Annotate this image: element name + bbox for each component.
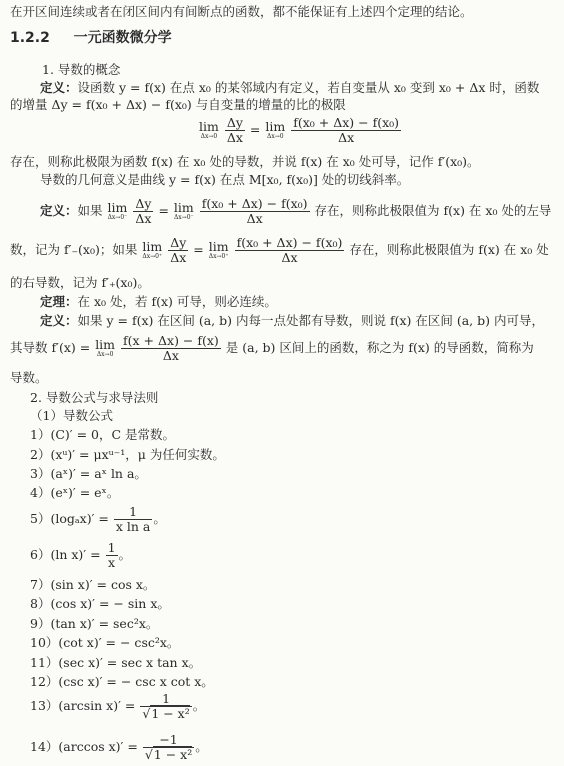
formula-13: 13）(arcsin x)′ = $\frac{1}{\text{√1 − x²}}$ 。 bbox=[30, 691, 206, 721]
subsection-2a: （1）导数公式 bbox=[30, 408, 113, 423]
def3-line1: 如果 y = f(x) 在区间 (a, b) 内每一点处都有导数，则说 f(x) 在区间 (a, b) 内可导， bbox=[77, 313, 544, 328]
def-label: 定义： bbox=[40, 313, 78, 328]
fraction: $\frac{1}{x}$ bbox=[107, 540, 116, 570]
limit-right: lim Δx→0⁺ bbox=[142, 239, 163, 260]
theorem-text: 在 x₀ 处，若 f(x) 可导，则必连续。 bbox=[77, 294, 277, 309]
formula-11: 11）(sec x)′ = sec x tan x。 bbox=[30, 655, 202, 670]
formula-8: 8）(cos x)′ = − sin x。 bbox=[30, 596, 170, 611]
fraction-difference-quotient: $\frac{\text{f(x₀ + Δx) − f(x₀)}}{\Delta x}$ bbox=[293, 115, 400, 145]
fraction-difference-quotient: $\frac{\text{f(x₀ + Δx) − f(x₀)}}{\Delta x}$ bbox=[236, 235, 343, 265]
fraction-dy-dx: $\frac{\Delta y}{\Delta x}$ bbox=[135, 196, 152, 226]
fraction: $\frac{1}{\text{√1 − x²}}$ bbox=[142, 691, 190, 721]
limit-left: lim Δx→0⁻ bbox=[173, 200, 194, 221]
formula-3: 3）(aˣ)′ = aˣ ln a。 bbox=[30, 466, 147, 481]
equals-sign: = bbox=[158, 203, 169, 218]
definition-2 bbox=[40, 197, 551, 226]
def3-line3: 导数。 bbox=[10, 370, 48, 385]
formula-9: 9）(tan x)′ = sec²x。 bbox=[30, 616, 159, 631]
def2-line3: 的右导数，记为 f′₊(x₀)。 bbox=[10, 275, 150, 290]
def1-line1: 设函数 y = f(x) 在点 x₀ 的某邻域内有定义，若自变量从 x₀ 变到 x₀ + Δx 时，函数 bbox=[77, 80, 540, 95]
definition-3 bbox=[40, 313, 544, 329]
formula-7: 7）(sin x)′ = cos x。 bbox=[30, 577, 156, 592]
theorem-label: 定理： bbox=[40, 294, 78, 309]
formula-14: 14）(arccos x)′ = $\frac{-1}{\text{√1 − x²}}$ 。 bbox=[30, 732, 208, 762]
fraction: $\frac{1}{\text{x ln a}}$ bbox=[115, 504, 151, 534]
def1-line2: 的增量 Δy = f(x₀ + Δx) − f(x₀) 与自变量的增量的比的极限 bbox=[10, 97, 346, 112]
definition-2-line2 bbox=[10, 236, 549, 265]
def-label: 定义： bbox=[40, 80, 78, 95]
subsection-1: 1. 导数的概念 bbox=[42, 62, 121, 77]
def3-post: 是 (a, b) 区间上的函数，称之为 f(x) 的导函数，简称为 bbox=[225, 340, 534, 355]
fraction-difference-quotient: $\frac{\text{f(x₀ + Δx) − f(x₀)}}{\Delta x}$ bbox=[201, 196, 308, 226]
geometric-meaning: 导数的几何意义是曲线 y = f(x) 在点 M[x₀, f(x₀)] 处的切线斜率。 bbox=[40, 172, 410, 187]
def2-post: 存在，则称此极限值为 f(x) 在 x₀ 处的左导 bbox=[314, 203, 552, 218]
definition-3-line2 bbox=[10, 334, 534, 363]
theorem bbox=[40, 294, 277, 310]
limit-left: lim Δx→0⁻ bbox=[107, 200, 128, 221]
formula-10: 10）(cot x)′ = − csc²x。 bbox=[30, 635, 180, 650]
def2-line2-post: 存在，则称此极限值为 f(x) 在 x₀ 处 bbox=[349, 242, 549, 257]
limit-operator: lim Δx→0 bbox=[199, 119, 219, 140]
section-number: 1.2.2 bbox=[10, 30, 50, 46]
formula-derivative-limit bbox=[198, 116, 402, 145]
equals-sign: = bbox=[249, 122, 261, 137]
fraction: $\frac{-1}{\text{√1 − x²}}$ bbox=[144, 732, 193, 762]
formula-5: 5）(logₐx)′ = $\frac{1}{\text{x ln a}}$ 。 bbox=[30, 504, 166, 534]
def2-pre: 如果 bbox=[77, 203, 103, 218]
formula-12: 12）(csc x)′ = − csc x cot x。 bbox=[30, 674, 214, 689]
section-title: 一元函数微分学 bbox=[73, 30, 172, 46]
limit-right: lim Δx→0⁺ bbox=[208, 239, 229, 260]
sqrt-sign: √ bbox=[144, 747, 153, 762]
definition-1 bbox=[40, 80, 539, 96]
formula-2: 2）(xᵘ)′ = μxᵘ⁻¹，μ 为任何实数。 bbox=[30, 447, 225, 462]
fraction-dy-dx: $\frac{\Delta y}{\Delta x}$ bbox=[226, 115, 243, 145]
formula-6: 6）(ln x)′ = $\frac{1}{x}$ 。 bbox=[30, 540, 132, 570]
def3-pre: 其导数 f′(x) = bbox=[10, 340, 91, 355]
def2-line2-pre: 数，记为 f′₋(x₀)；如果 bbox=[10, 242, 138, 257]
section-heading bbox=[10, 30, 172, 48]
limit-operator: lim Δx→0 bbox=[265, 119, 286, 140]
exist-line: 存在，则称此极限为函数 f(x) 在 x₀ 处的导数，并说 f(x) 在 x₀ 处可导，记作 f′(x₀)。 bbox=[10, 154, 480, 169]
def-label: 定义： bbox=[40, 203, 78, 218]
equals-sign: = bbox=[193, 242, 204, 257]
formula-4: 4）(eˣ)′ = eˣ。 bbox=[30, 485, 120, 500]
limit-operator: lim Δx→0 bbox=[95, 337, 116, 358]
fraction-dy-dx: $\frac{\Delta y}{\Delta x}$ bbox=[170, 235, 187, 265]
formula-1: 1）(C)′ = 0，C 是常数。 bbox=[30, 427, 176, 442]
sqrt-sign: √ bbox=[142, 706, 151, 721]
fraction-derivative: $\frac{f(x + \Delta x) - f(x)}{\Delta x}$ bbox=[123, 333, 219, 363]
top-line: 在开区间连续或者在闭区间内有间断点的函数，都不能保证有上述四个定理的结论。 bbox=[10, 4, 473, 19]
subsection-2: 2. 导数公式与求导法则 bbox=[30, 390, 159, 405]
